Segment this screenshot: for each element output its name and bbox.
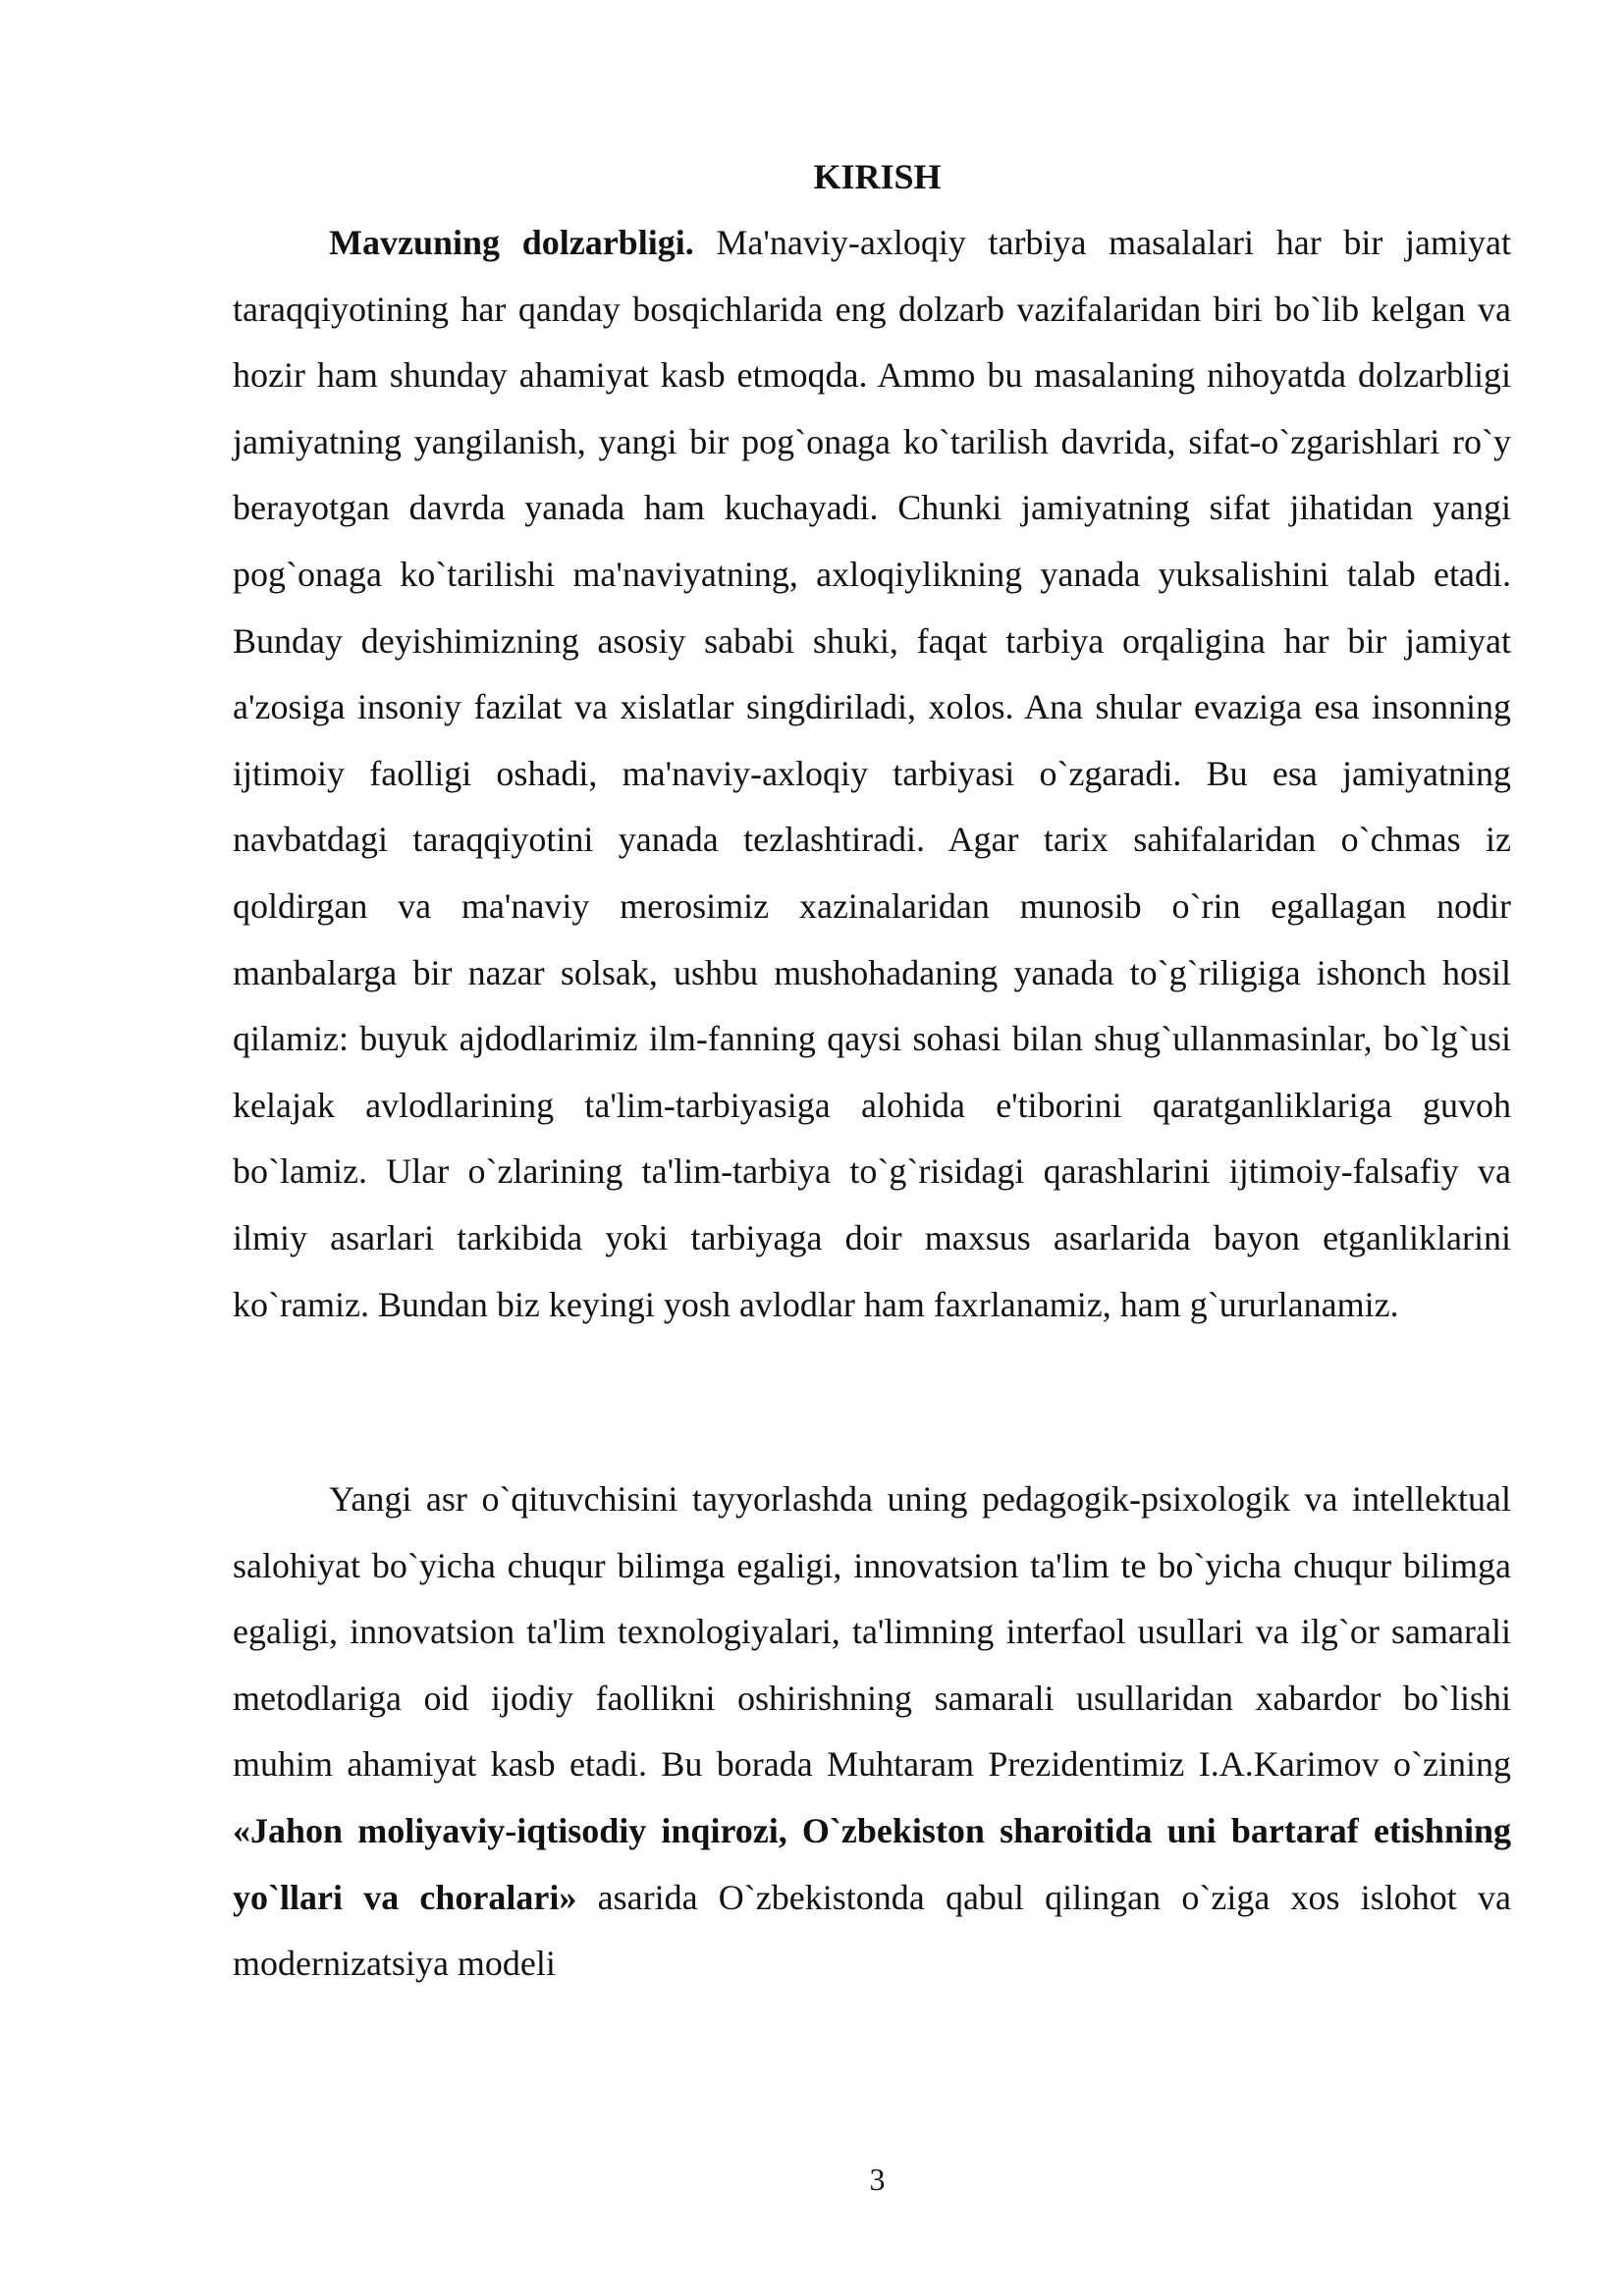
paragraph-relevance bbox=[233, 210, 1511, 1338]
section-heading: KIRISH bbox=[813, 157, 942, 196]
paragraph-text-before-title: Yangi asr o`qituvchisini tayyorlashda uning pedagogik-psixologik va intellektual salohiyat bo`yicha chuqur bilimga egaligi, innovatsion ta'lim te bo`yicha chuqur bilimga egaligi, innovatsion ta'lim texnologiyalari, ta'limning interfaol usullari va ilg`or samarali metodlariga oid ijodiy faollikni oshirishning samarali usullaridan xabardor bo`lishi muhim ahamiyat kasb etadi. Bu borada Muhtaram Prezidentimiz I.A.Karimov o`zining bbox=[233, 1479, 1511, 1785]
page-number: 3 bbox=[869, 2162, 886, 2197]
paragraph-text-after-title: asarida O`zbekistonda qabul qilingan o`ziga xos islohot va modernizatsiya modeli bbox=[233, 1877, 1511, 1984]
paragraph-lead-title: Mavzuning dolzarbligi. bbox=[329, 223, 694, 262]
paragraph-body-text: Ma'naviy-axloqiy tarbiya masalalari har bir jamiyat taraqqiyotining har qanday bosqichlarida eng dolzarb vazifalaridan biri bo`lib kelgan va hozir ham shunday ahamiyat kasb etmoqda. Ammo bu masalaning nihoyatda dolzarbligi jamiyatning yangilanish, yangi bir pog`onaga ko`tarilish davrida, sifat-o`zgarishlari ro`y berayotgan davrda yanada ham kuchayadi. Chunki jamiyatning sifat jihatidan yangi pog`onaga ko`tarilishi ma'naviyatning, axloqiylikning yanada yuksalishini talab etadi. Bunday deyishimizning asosiy sababi shuki, faqat tarbiya orqaligina har bir jamiyat a'zosiga insoniy fazilat va xislatlar singdiriladi, xolos. Ana shular evaziga esa insonning ijtimoiy faolligi oshadi, ma'naviy-axloqiy tarbiyasi o`zgaradi. Bu esa jamiyatning navbatdagi taraqqiyotini yanada tezlashtiradi. Agar tarix sahifalaridan o`chmas iz qoldirgan va ma'naviy merosimiz xazinalaridan munosib o`rin egallagan nodir manbalarga bir nazar solsak, ushbu mushohadaning yanada to`g`riligiga ishonch hosil qilamiz: buyuk ajdodlarimiz ilm-fanning qaysi sohasi bilan shug`ullanmasinlar, bo`lg`usi kelajak avlodlarining ta'lim-tarbiyasiga alohida e'tiborini qaratganliklariga guvoh bo`lamiz. Ular o`zlarining ta'lim-tarbiya to`g`risidagi qarashlarini ijtimoiy-falsafiy va ilmiy asarlari tarkibida yoki tarbiyaga doir maxsus asarlarida bayon etganliklarini ko`ramiz. Bundan biz keyingi yosh avlodlar ham faxrlanamiz, ham g`ururlanamiz. bbox=[233, 223, 1512, 1324]
paragraph-teacher-training bbox=[233, 1467, 1511, 1998]
book-title: «Jahon moliyaviy-iqtisodiy inqirozi, O`zbekiston sharoitida uni bartaraf etishning yo`llari va choralari» bbox=[233, 1810, 1511, 1917]
